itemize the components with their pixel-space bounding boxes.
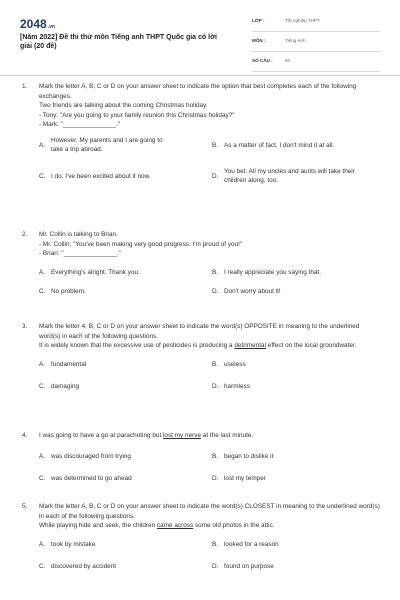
option-text: As a matter of fact, I don't mind it at all.	[224, 141, 335, 149]
option-letter: A.	[39, 452, 46, 460]
option-text: No problem.	[51, 287, 86, 295]
option-letter: B.	[212, 141, 219, 149]
option-text: You bet. All my uncles and aunts will take their children along, too.	[224, 167, 355, 184]
sentence-text: some old photos in the attic.	[193, 522, 275, 529]
option-letter: B.	[212, 360, 219, 368]
option-letter: B.	[212, 540, 219, 548]
option-text: useless	[224, 360, 246, 368]
options	[39, 452, 382, 490]
question-number: 2.	[22, 231, 28, 238]
sentence-text: While playing hide and seek, the children	[39, 522, 157, 529]
option-text: Everything's alright. Thank you.	[51, 268, 140, 276]
meta-key: SỐ CÂU :	[252, 58, 273, 63]
option-letter: C.	[39, 287, 46, 295]
option-text: However, My parents and I are going to take a trip abroad.	[51, 136, 163, 153]
option-letter: C.	[39, 562, 46, 570]
options	[39, 268, 382, 306]
option-text: was discouraged from trying	[51, 452, 131, 460]
option-text: Don't worry about it!	[224, 287, 281, 295]
meta-row-class	[252, 17, 380, 32]
option-letter: D.	[212, 172, 219, 180]
meta-value: Tốt nghiệp THPT	[285, 18, 320, 23]
question-instruction: Mark the letter A, B, C or D on your answer sheet to indicate the option that best completes each of the following exchanges.	[39, 83, 357, 100]
option-letter: D.	[212, 382, 219, 390]
option-letter: A.	[39, 268, 46, 276]
option-text: began to dislike it	[224, 452, 274, 460]
options	[39, 540, 382, 578]
question-1	[22, 82, 382, 202]
sentence-text: effect on the local groundwater.	[266, 342, 357, 349]
option-text: fundamental	[51, 360, 87, 368]
option-letter: C.	[39, 172, 46, 180]
question-line: - Brian: "_______________."	[39, 250, 121, 257]
logo-suffix: .vn	[47, 24, 55, 30]
option-letter: A.	[39, 540, 46, 548]
question-number: 4.	[22, 432, 28, 439]
option-text: took by mistake	[51, 540, 96, 548]
meta-row-subject	[252, 37, 380, 52]
header-divider	[0, 75, 400, 76]
question-2	[22, 230, 382, 306]
option-text: I really appreciate you saying that.	[224, 268, 321, 276]
underlined-word: detrimental	[234, 342, 266, 349]
option-text: I do. I've been excited about it now.	[51, 172, 151, 180]
option-letter: B.	[212, 452, 219, 460]
question-instruction: Mark the letter A, B, C or D on your answer sheet to indicate the word(s) CLOSEST in meaning to the underlined word(s) in each of the following questions.	[39, 503, 380, 520]
question-5	[22, 502, 382, 578]
option-letter: C.	[39, 382, 46, 390]
option-text: was determined to go ahead	[51, 474, 132, 482]
option-letter: D.	[212, 287, 219, 295]
question-line: - Mr. Collin: "You've been making very good progress. I'm proud of you!"	[39, 240, 243, 248]
option-text: damaging	[51, 382, 80, 390]
meta-value: 50	[285, 58, 291, 63]
meta-value: Tiếng Anh	[285, 38, 306, 43]
question-sentence	[39, 431, 382, 441]
question-line: - Mark: "_______________."	[39, 121, 121, 128]
question-line: - Tony: "Are you going to your family reunion this Christmas holiday?"	[39, 111, 235, 119]
option-letter: B.	[212, 268, 219, 276]
question-number: 5.	[22, 503, 28, 510]
site-logo[interactable]	[20, 17, 55, 31]
option-text: harmless	[224, 382, 250, 390]
option-text: discovered by accident	[51, 562, 117, 570]
question-context: Mr. Collin is talking to Brian.	[39, 231, 118, 238]
question-context: Two friends are talking about the coming Christmas holiday.	[39, 102, 208, 109]
question-sentence	[39, 341, 382, 351]
meta-row-count	[252, 57, 380, 72]
document-meta	[252, 17, 380, 77]
option-letter: C.	[39, 474, 46, 482]
question-number: 1.	[22, 83, 28, 90]
question-sentence	[39, 521, 382, 531]
sentence-text: It is widely known that the excessive use of pesticides is producing a	[39, 342, 235, 349]
option-letter: A.	[39, 360, 46, 368]
question-number: 3.	[22, 323, 28, 330]
page-header	[0, 0, 400, 68]
underlined-word: lost my nerve	[163, 432, 202, 439]
option-text: looked for a reason	[224, 540, 279, 548]
option-letter: D.	[212, 562, 219, 570]
option-text: found on purpose	[224, 562, 274, 570]
meta-key: MÔN :	[252, 38, 266, 43]
meta-key: LỚP :	[252, 18, 265, 23]
option-letter: D.	[212, 474, 219, 482]
underlined-word: came across	[156, 522, 194, 529]
options	[39, 136, 382, 202]
document-title: [Năm 2022] Đề thi thử môn Tiếng anh THPT Quốc gia có lời giải (20 đề)	[20, 34, 217, 50]
sentence-text: at the last minute.	[201, 432, 254, 439]
question-instruction: Mark the letter 4, B, C or D on your answer sheet to indicate the word(s) OPPOSITE in meaning to the underlined word(s) in each of the following questions.	[39, 323, 360, 340]
question-4	[22, 431, 382, 490]
sentence-text: I was going to have a go at parachuting but	[39, 432, 163, 439]
question-3	[22, 322, 382, 398]
option-text: lost my temper	[224, 474, 266, 482]
option-letter: A.	[39, 141, 46, 149]
options	[39, 360, 382, 398]
logo-text: 2048	[20, 17, 47, 31]
